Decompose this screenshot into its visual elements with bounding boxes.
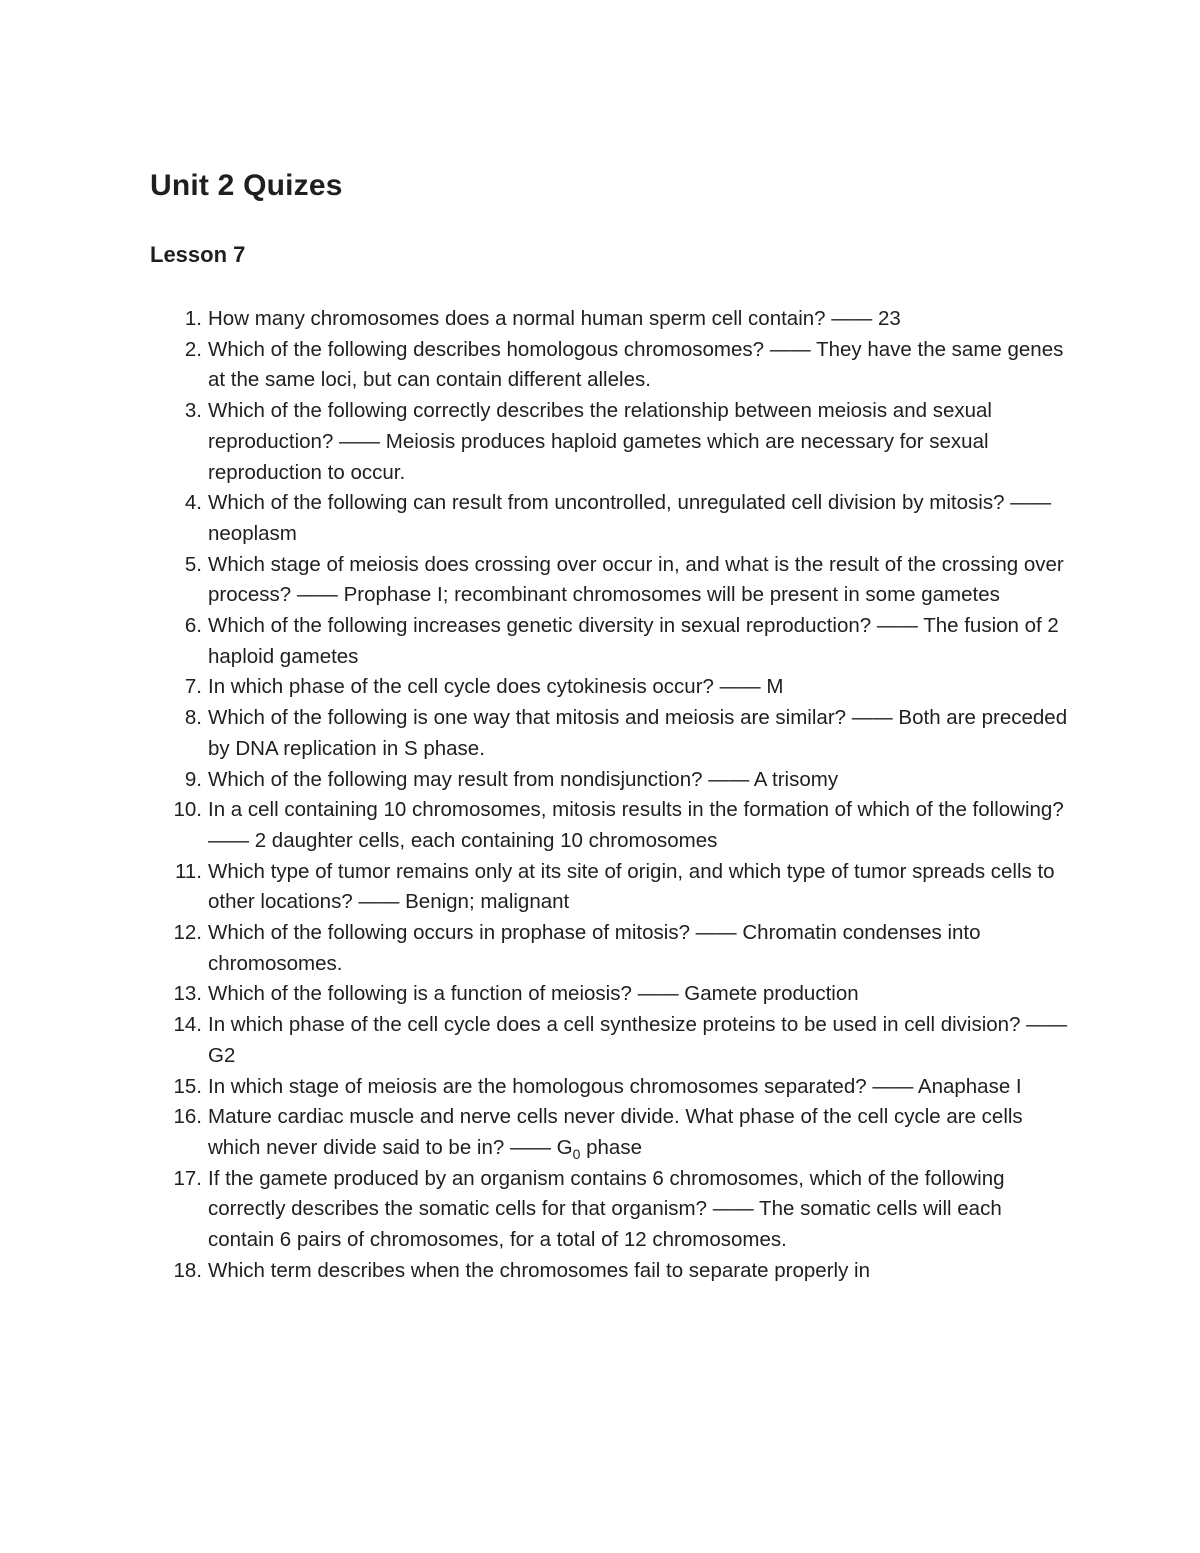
item-number: 9. (184, 767, 202, 791)
item-number: 6. (184, 614, 202, 638)
item-number: 15. (173, 1074, 202, 1098)
item-number: 3. (184, 399, 202, 423)
item-text: In a cell containing 10 chromosomes, mitosis results in the formation of which of the following? —— 2 daughter cells, each containing 10 chromosomes (208, 798, 1064, 852)
item-text: In which stage of meiosis are the homologous chromosomes separated? —— Anaphase I (208, 1074, 1022, 1098)
item-text: Which stage of meiosis does crossing over occur in, and what is the result of the crossing over process? —— Prophase I; recombinant chromosomes will be present in some gametes (208, 552, 1064, 607)
quiz-item (150, 488, 1070, 549)
item-text: In which phase of the cell cycle does cytokinesis occur? —— M (208, 675, 784, 699)
item-text: Which type of tumor remains only at its site of origin, and which type of tumor spreads cells to other locations? —— Benign; malignant (208, 859, 1055, 914)
item-text-after: phase (580, 1135, 642, 1159)
item-number: 13. (173, 982, 202, 1006)
quiz-item (150, 1102, 1070, 1163)
quiz-item (150, 795, 1070, 856)
item-number: 16. (173, 1105, 202, 1129)
item-text: Which of the following is a function of meiosis? —— Gamete production (208, 982, 859, 1006)
item-text: How many chromosomes does a normal human sperm cell contain? —— 23 (208, 307, 901, 330)
quiz-item (150, 304, 1070, 335)
item-text: If the gamete produced by an organism contains 6 chromosomes, which of the following correctly describes the somatic cells for that organism? —— The somatic cells will each contain 6 pairs of chromosomes, for a total of 12 chromosomes. (208, 1166, 1005, 1252)
quiz-question-list (150, 304, 1070, 1287)
quiz-item (150, 1164, 1070, 1256)
quiz-item (150, 703, 1070, 764)
item-number: 17. (173, 1166, 202, 1190)
item-text-main: Mature cardiac muscle and nerve cells never divide. What phase of the cell cycle are cells which never divide said to be in? —— G (208, 1105, 1023, 1159)
item-number: 8. (184, 706, 202, 730)
quiz-item (150, 918, 1070, 979)
item-text: Which of the following increases genetic diversity in sexual reproduction? —— The fusion of 2 haploid gametes (208, 614, 1059, 668)
quiz-item (150, 672, 1070, 703)
item-number: 7. (184, 675, 202, 699)
item-text: Which of the following can result from uncontrolled, unregulated cell division by mitosis? —— neoplasm (208, 491, 1052, 545)
item-number: 5. (184, 552, 202, 576)
subscript-zero: 0 (572, 1145, 581, 1162)
item-number: 11. (175, 859, 202, 883)
item-text: Which of the following occurs in prophase of mitosis? —— Chromatin condenses into chromosomes. (208, 921, 981, 975)
item-text: In which phase of the cell cycle does a cell synthesize proteins to be used in cell division? —— G2 (208, 1013, 1068, 1067)
document-title: Unit 2 Quizes (150, 169, 343, 202)
item-text (208, 1102, 1070, 1163)
item-number: 2. (184, 337, 202, 361)
item-text: Which of the following may result from nondisjunction? —— A trisomy (208, 767, 839, 791)
item-text: Which term describes when the chromosomes fail to separate properly in (208, 1258, 870, 1282)
quiz-item (150, 1072, 1070, 1103)
item-number: 10. (173, 798, 202, 822)
item-number: 12. (173, 921, 202, 945)
quiz-item (150, 335, 1070, 396)
item-number: 14. (173, 1013, 202, 1037)
quiz-item (150, 1010, 1070, 1071)
quiz-item (150, 611, 1070, 672)
item-number: 4. (184, 491, 202, 515)
item-text: Which of the following correctly describes the relationship between meiosis and sexual reproduction? —— Meiosis produces haploid gametes which are necessary for sexual reproduction to occur. (208, 399, 992, 484)
quiz-item (150, 979, 1070, 1010)
quiz-item (150, 765, 1070, 796)
item-number: 1. (184, 307, 202, 330)
quiz-item (150, 550, 1070, 611)
quiz-item (150, 396, 1070, 488)
item-text: Which of the following describes homologous chromosomes? —— They have the same genes at the same loci, but can contain different alleles. (208, 337, 1064, 392)
quiz-item (150, 1256, 1070, 1287)
lesson-heading: Lesson 7 (150, 242, 246, 267)
item-number: 18. (173, 1258, 202, 1282)
item-text: Which of the following is one way that mitosis and meiosis are similar? —— Both are preceded by DNA replication in S phase. (208, 706, 1068, 760)
quiz-item (150, 857, 1070, 918)
